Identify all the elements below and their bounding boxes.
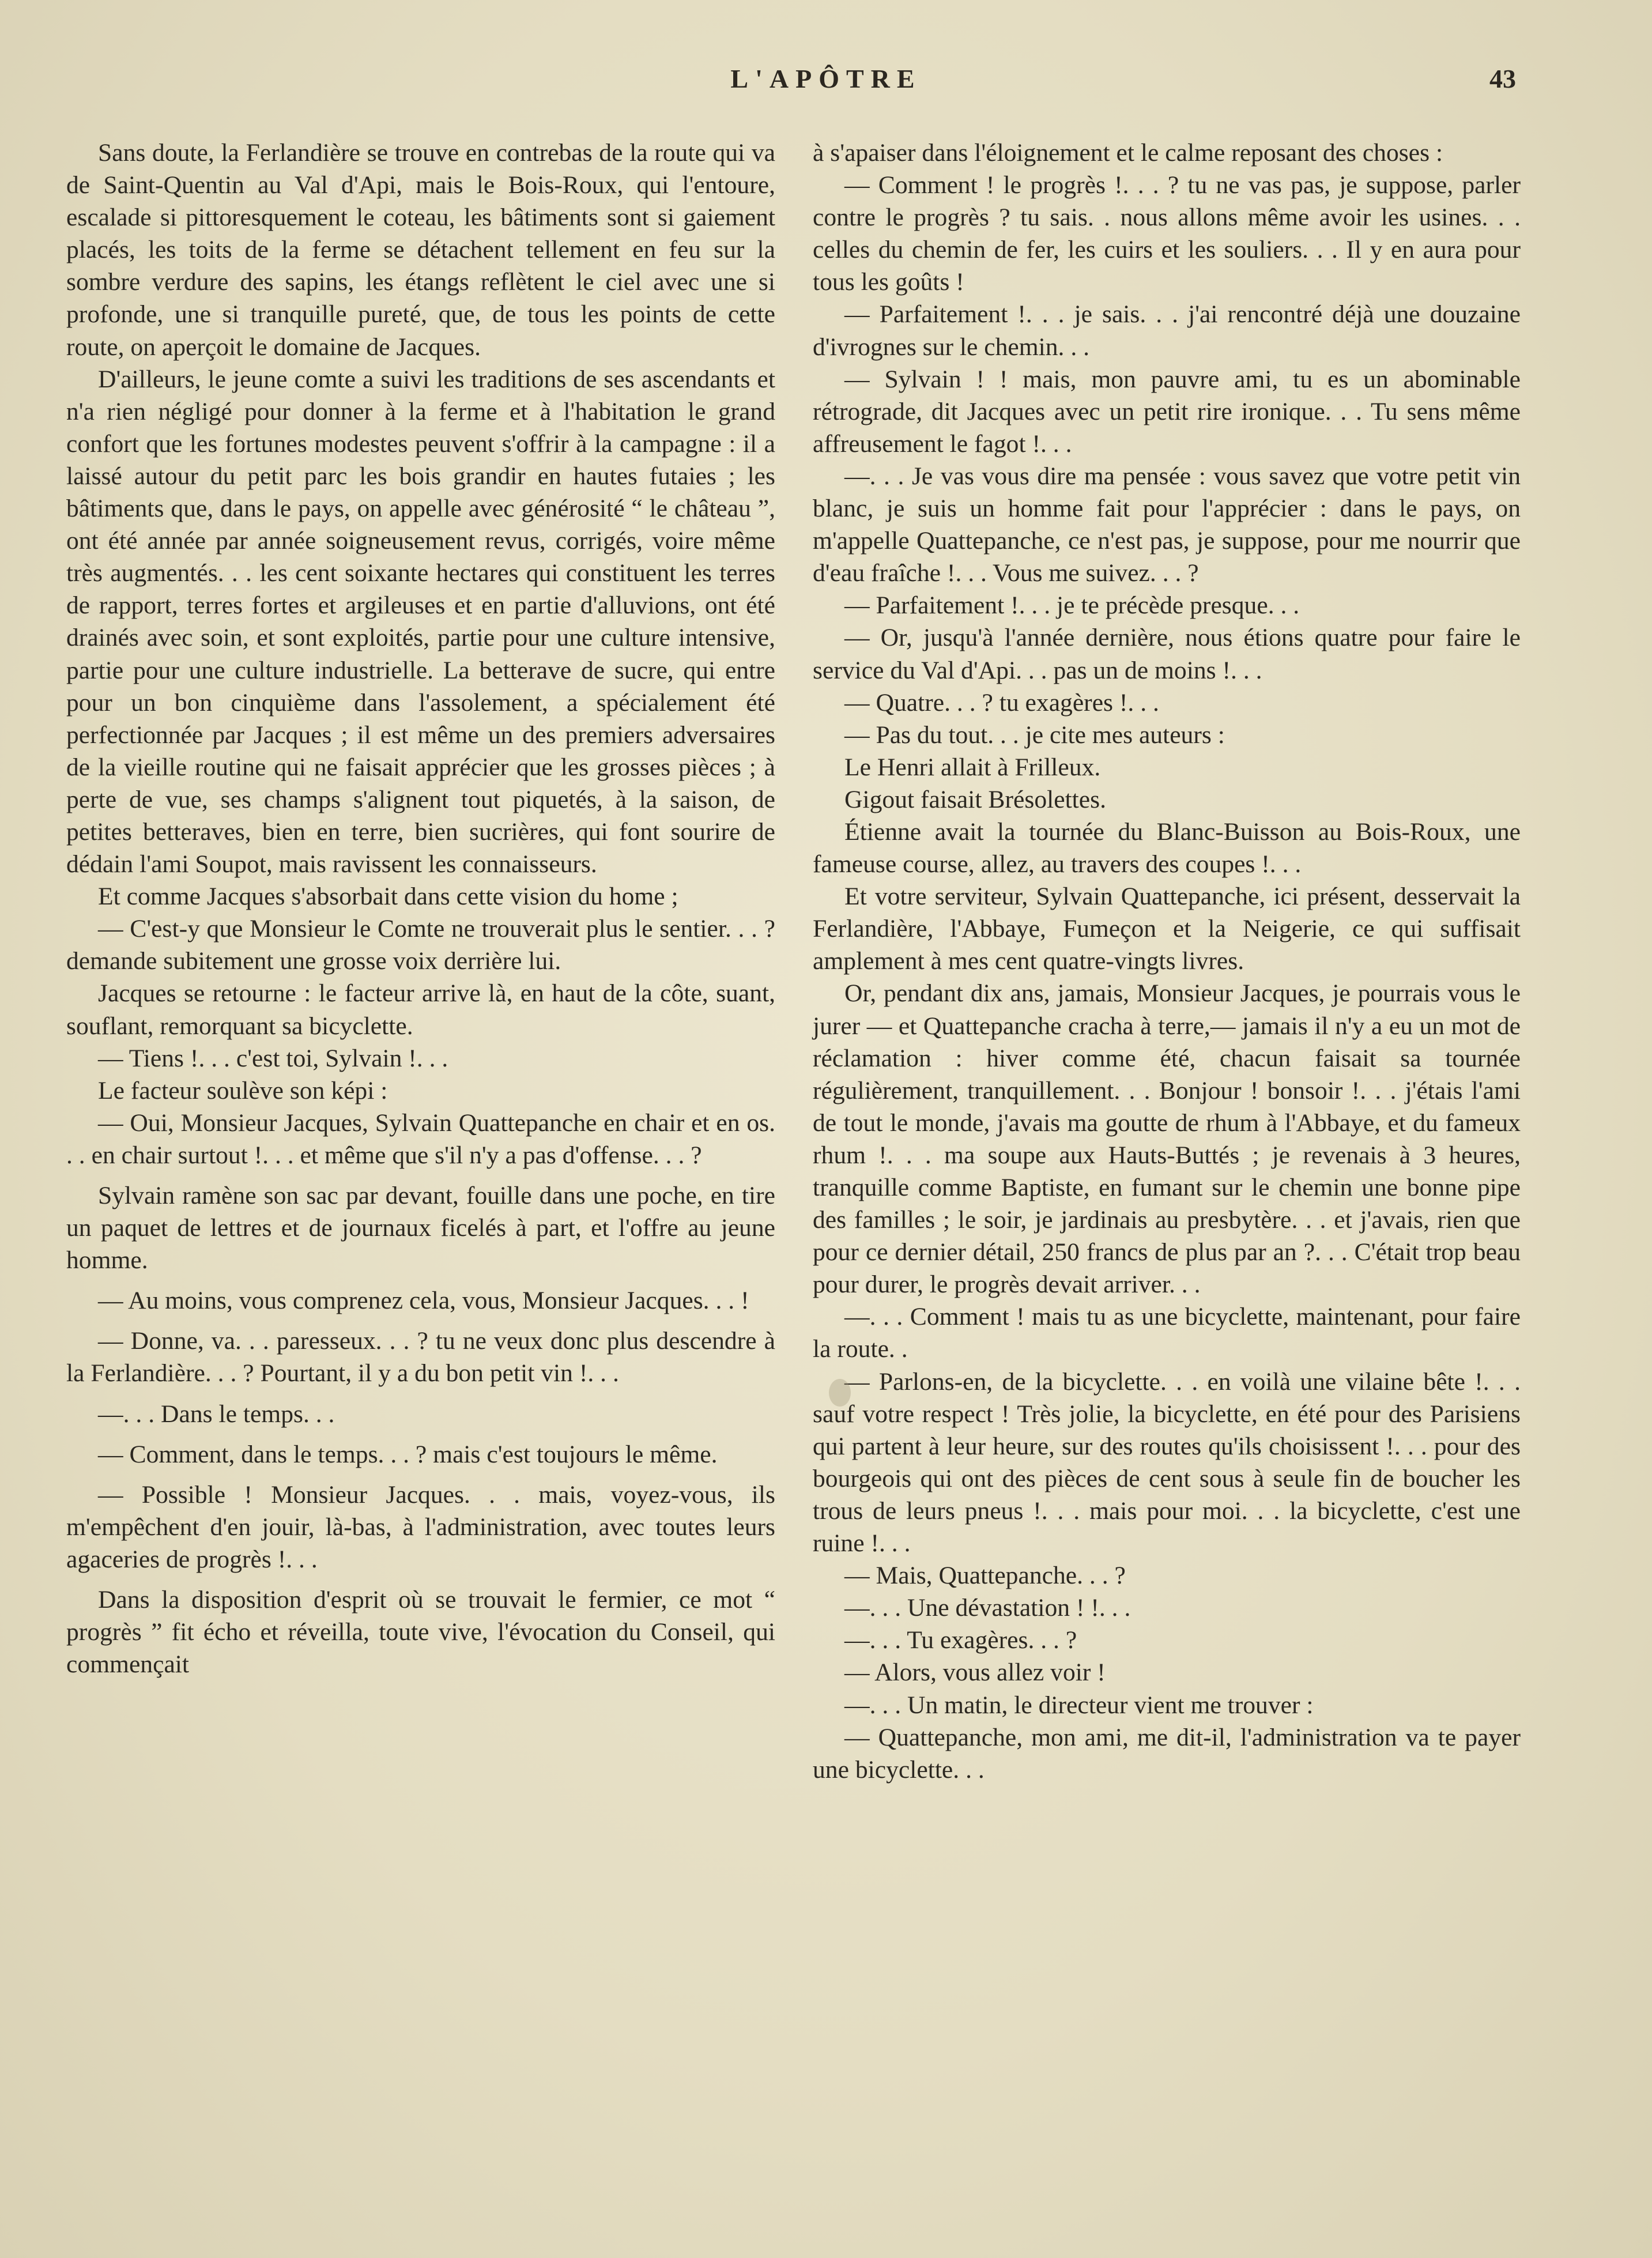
paragraph: à s'apaiser dans l'éloignement et le calme reposant des choses :: [813, 139, 1443, 167]
paragraph: — Parlons-en, de la bicyclette. . . en voilà une vilaine bête !. . . sauf votre respect ! Très jolie, la bicyclette, en été pour des Parisiens qui partent à leur heure, sur des routes qu'ils choisissent !. . . pour des bourgeois qui ont des pièces de cent sous à seule fin de boucher les trous de leurs pneus !. . . mais pour moi. . . la bicyclette, c'est une ruine !. . .: [813, 1367, 1521, 1558]
paragraph: — Mais, Quattepanche. . . ?: [844, 1562, 1126, 1590]
paragraph: D'ailleurs, le jeune comte a suivi les traditions de ses ascendants et n'a rien négligé pour donner à la ferme et à l'habitation le grand confort que les fortunes modestes peuvent s'offrir à la campagne : il a laissé autour du petit parc les bois grandir en hautes futaies ; les bâtiments que, dans le pays, on appelle avec générosité “ le château ”, ont été année par année soigneusement revus, corrigés, voire même très augmentés. . . les cent soixante hectares qui constituent les terres de rapport, terres fortes et argileuses et en partie d'alluvions, ont été drainés avec soin, et sont exploités, partie pour une culture intensive, partie pour une culture industrielle. La betterave de sucre, qui entre pour un bon cinquième dans l'assolement, a spécialement été perfectionnée par Jacques ; il est même un des premiers adversaires de la vieille routine qui ne faisait apprécier que les grosses pièces ; à perte de vue, ses champs s'alignent tout piquetés, à la saison, de petites betteraves, bien en terre, bien sucrières, qui font sourire de dédain l'ami Soupot, mais ravissent les connaisseurs.: [66, 365, 775, 879]
paragraph: —. . . Une dévastation ! !. . .: [844, 1594, 1131, 1622]
paragraph: Sylvain ramène son sac par devant, fouille dans une poche, en tire un paquet de lettres et de journaux ficelés à part, et l'offre au jeune homme.: [66, 1182, 775, 1275]
paragraph: Le Henri allait à Frilleux.: [844, 753, 1101, 781]
running-title: L'APÔTRE: [730, 64, 922, 93]
paragraph: — Quattepanche, mon ami, me dit-il, l'administration va te payer une bicyclette. . .: [813, 1723, 1521, 1784]
paragraph: — Or, jusqu'à l'année dernière, nous étions quatre pour faire le service du Val d'Api. . . pas un de moins !. . .: [813, 624, 1521, 684]
paragraph: — Sylvain ! ! mais, mon pauvre ami, tu es un abominable rétrograde, dit Jacques avec un petit rire ironique. . . Tu sens même affreusement le fagot !. . .: [813, 365, 1521, 458]
page-number: 43: [1489, 64, 1516, 93]
paper-stain: [829, 1379, 851, 1407]
paragraph: — Comment, dans le temps. . . ? mais c'est toujours le même.: [98, 1440, 718, 1468]
paragraph: Étienne avait la tournée du Blanc-Buisson au Bois-Roux, une fameuse course, allez, au travers des coupes !. . .: [813, 817, 1521, 879]
paragraph: — Parfaitement !. . . je te précède presque. . .: [844, 591, 1300, 620]
paragraph: Dans la disposition d'esprit où se trouvait le fermier, ce mot “ progrès ” fit écho et réveilla, toute vive, l'évocation du Conseil, qui commençait: [66, 1586, 775, 1679]
paragraph: — Tiens !. . . c'est toi, Sylvain !. . .: [98, 1044, 448, 1072]
paragraph: —. . . Je vas vous dire ma pensée : vous savez que votre petit vin blanc, je suis un homme fait pour l'apprécier : dans le pays, on m'appelle Quattepanche, ce n'est pas, je suppose, pour me nourrir que d'eau fraîche !. . . Vous me suivez. . . ?: [813, 462, 1521, 587]
paragraph: Or, pendant dix ans, jamais, Monsieur Jacques, je pourrais vous le jurer — et Quattepanche cracha à terre,— jamais il n'y a eu un mot de réclamation : hiver comme été, chacun faisait sa tournée régulièrement, tranquillement. . . Bonjour ! bonsoir !. . . j'étais l'ami de tout le monde, j'avais ma goutte de rhum à l'Abbaye, et du fameux rhum !. . . ma soupe aux Hauts-Buttés ; je revenais à 3 heures, tranquille comme Baptiste, en fumant sur le chemin une bonne pipe des familles ; le soir, je jardinais au presbytère. . . et j'avais, rien que pour ce dernier détail, 250 francs de plus par an ?. . . C'était trop beau pour durer, le progrès devait arriver. . .: [813, 979, 1521, 1299]
paragraph: Sans doute, la Ferlandière se trouve en contrebas de la route qui va de Saint-Quentin au Val d'Api, mais le Bois-Roux, qui l'entoure, escalade si pittoresquement le coteau, les bâtiments sont si gaiement placés, les toits de la ferme se détachent tellement en feu sur la sombre verdure des sapins, les étangs reflètent le ciel avec une si profonde, une si tranquille pureté, que, de tous les points de cette route, on aperçoit le domaine de Jacques.: [66, 139, 775, 361]
paragraph: Jacques se retourne : le facteur arrive là, en haut de la côte, suant, souflant, remorquant sa bicyclette.: [66, 979, 775, 1040]
paragraph: Gigout faisait Brésolettes.: [844, 785, 1107, 813]
paragraph: — Quatre. . . ? tu exagères !. . .: [844, 688, 1159, 717]
paragraph: —. . . Comment ! mais tu as une bicyclette, maintenant, pour faire la route. .: [813, 1303, 1521, 1363]
paragraph: — Possible ! Monsieur Jacques. . . mais, voyez-vous, ils m'empêchent d'en jouir, là-bas, à l'administration, avec toutes leurs agaceries de progrès !. . .: [66, 1480, 775, 1573]
paragraph: — C'est-y que Monsieur le Comte ne trouverait plus le sentier. . . ? demande subitement une grosse voix derrière lui.: [66, 915, 775, 975]
paragraph: — Oui, Monsieur Jacques, Sylvain Quattepanche en chair et en os. . . en chair surtout !. . . et même que s'il n'y a pas d'offense. . . ?: [66, 1109, 775, 1169]
paragraph: — Parfaitement !. . . je sais. . . j'ai rencontré déjà une douzaine d'ivrognes sur le chemin. . .: [813, 300, 1521, 361]
paragraph: Et votre serviteur, Sylvain Quattepanche, ici présent, desservait la Ferlandière, l'Abbaye, Fumeçon et la Neigerie, ce qui suffisait amplement à mes cent quatre-vingts livres.: [813, 883, 1521, 975]
paragraph: — Comment ! le progrès !. . . ? tu ne vas pas, je suppose, parler contre le progrès ? tu sais. . nous allons même avoir les usines. . . celles du chemin de fer, les cuirs et les souliers. . . Il y en aura pour tous les goûts !: [813, 171, 1521, 296]
paragraph: —. . . Un matin, le directeur vient me trouver :: [844, 1691, 1314, 1719]
paragraph: —. . . Dans le temps. . .: [98, 1400, 335, 1428]
right-column: [813, 137, 1521, 1786]
paragraph: — Au moins, vous comprenez cela, vous, Monsieur Jacques. . . !: [98, 1287, 749, 1315]
paragraph: — Pas du tout. . . je cite mes auteurs :: [844, 721, 1225, 749]
left-column: [66, 137, 775, 1680]
paragraph: —. . . Tu exagères. . . ?: [844, 1626, 1077, 1654]
paragraph: — Donne, va. . . paresseux. . . ? tu ne veux donc plus descendre à la Ferlandière. . . ? Pourtant, il y a du bon petit vin !. . .: [66, 1327, 775, 1388]
page-header: [0, 63, 1652, 98]
paragraph: Et comme Jacques s'absorbait dans cette vision du home ;: [98, 883, 678, 911]
paragraph: — Alors, vous allez voir !: [844, 1658, 1106, 1687]
paragraph: Le facteur soulève son képi :: [98, 1076, 388, 1105]
